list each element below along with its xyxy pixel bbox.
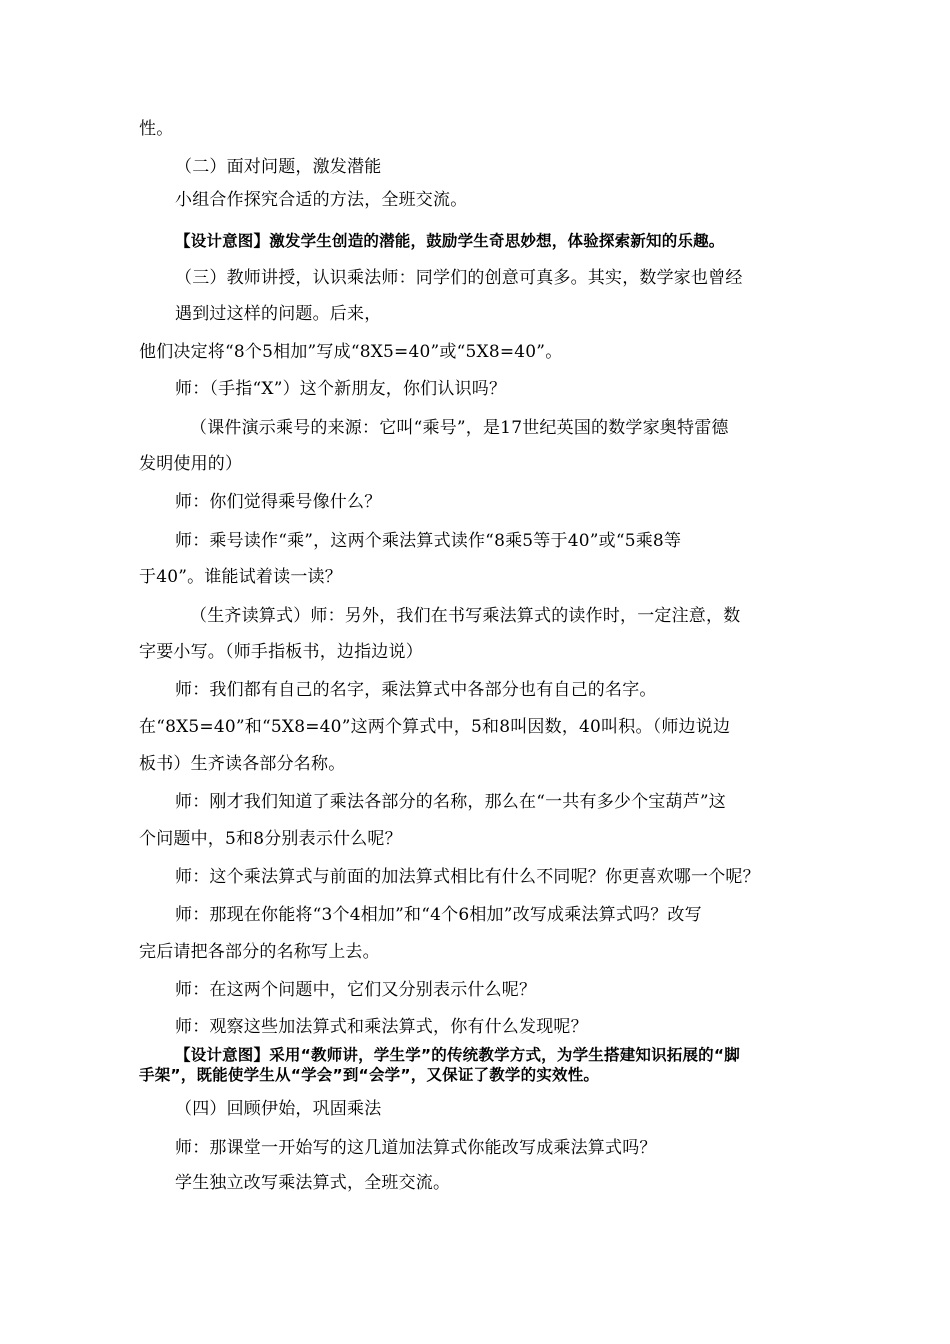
text-line: 遇到过这样的问题。后来， [175, 304, 382, 324]
section-heading: （三）教师讲授，认识乘法师：同学们的创意可真多。其实，数学家也曾经 [175, 268, 743, 288]
text-line: 师：我们都有自己的名字，乘法算式中各部分也有自己的名字。 [175, 680, 657, 700]
text-line: 发明使用的） [139, 454, 243, 474]
text-line: 师：乘号读作“乘”，这两个乘法算式读作“8乘5等于40”或“5乘8等 [175, 531, 682, 551]
text-line: 师：刚才我们知道了乘法各部分的名称，那么在“一共有多少个宝葫芦”这 [175, 792, 726, 812]
text-line: 师：那课堂一开始写的这几道加法算式你能改写成乘法算式吗？ [175, 1138, 657, 1158]
text-line: 师：（手指“X”）这个新朋友，你们认识吗？ [175, 379, 507, 399]
text-line: （课件演示乘号的来源：它叫“乘号”，是17世纪英国的数学家奥特雷德 [190, 418, 729, 438]
text-line: 师：这个乘法算式与前面的加法算式相比有什么不同呢？你更喜欢哪一个呢？ [175, 867, 760, 887]
design-intent-note: 【设计意图】采用“教师讲，学生学”的传统教学方式，为学生搭建知识拓展的“脚 [175, 1046, 740, 1064]
text-line: 在“8X5=40”和“5X8=40”这两个算式中，5和8叫因数，40叫积。（师边说边 [139, 717, 731, 737]
text-line: 个问题中，5和8分别表示什么呢？ [139, 829, 402, 849]
design-intent-note: 手架”，既能使学生从“学会”到“会学”，又保证了教学的实效性。 [139, 1066, 600, 1084]
text-line: 性。 [139, 119, 174, 139]
text-line: 字要小写。（师手指板书，边指边说） [139, 642, 423, 662]
design-intent-note: 【设计意图】激发学生创造的潜能，鼓励学生奇思妙想，体验探索新知的乐趣。 [175, 232, 725, 250]
text-line: 完后请把各部分的名称写上去。 [139, 942, 380, 962]
text-line: 师：那现在你能将“3个4相加”和“4个6相加”改写成乘法算式吗？改写 [175, 905, 702, 925]
text-line: 小组合作探究合适的方法，全班交流。 [175, 190, 468, 210]
section-heading: （四）回顾伊始，巩固乘法 [175, 1099, 382, 1119]
text-line: （生齐读算式）师：另外，我们在书写乘法算式的读作时，一定注意，数 [190, 606, 741, 626]
section-heading: （二）面对问题，激发潜能 [175, 157, 382, 177]
text-line: 师：你们觉得乘号像什么？ [175, 492, 382, 512]
text-line: 师：在这两个问题中，它们又分别表示什么呢？ [175, 980, 537, 1000]
text-line: 师：观察这些加法算式和乘法算式，你有什么发现呢？ [175, 1017, 588, 1037]
text-line: 板书）生齐读各部分名称。 [139, 754, 346, 774]
text-line: 于40”。谁能试着读一读？ [139, 567, 342, 587]
text-line: 他们决定将“8个5相加”写成“8X5=40”或“5X8=40”。 [139, 342, 563, 362]
text-line: 学生独立改写乘法算式，全班交流。 [175, 1173, 451, 1193]
